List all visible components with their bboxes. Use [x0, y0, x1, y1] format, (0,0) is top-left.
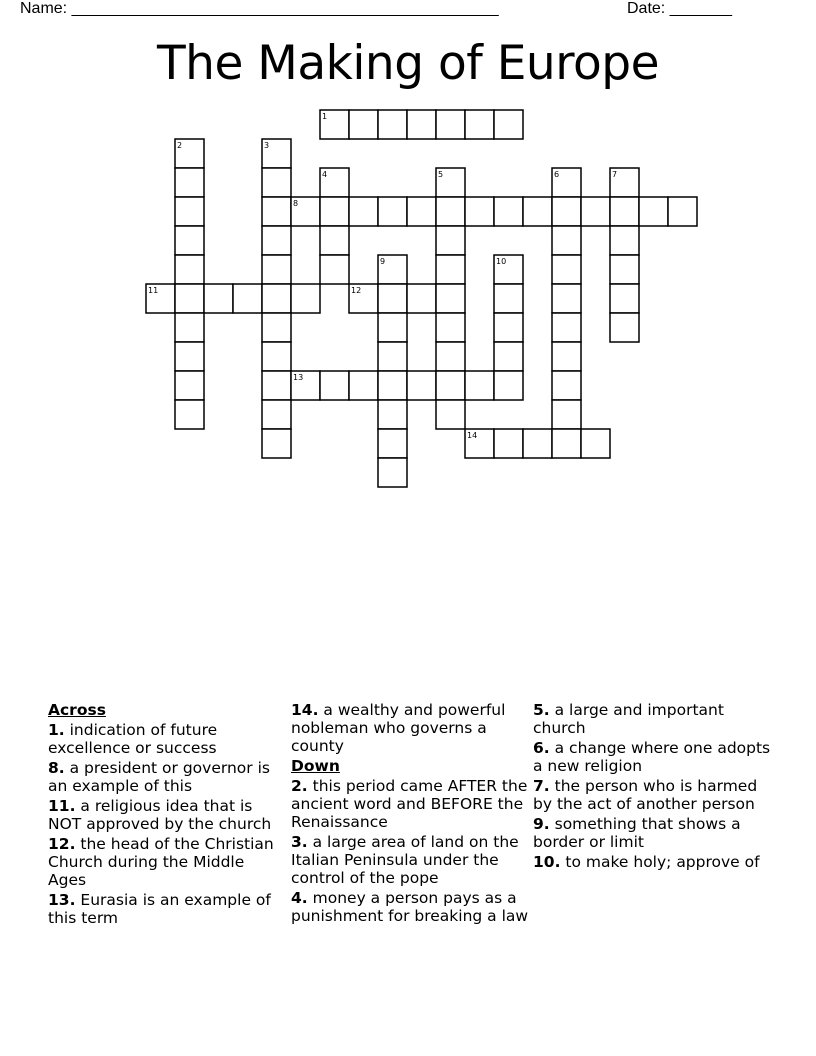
crossword-cell[interactable] [465, 197, 494, 226]
crossword-cell[interactable] [436, 284, 465, 313]
crossword-cell[interactable] [378, 197, 407, 226]
across-clue [48, 759, 286, 795]
crossword-cell[interactable] [494, 197, 523, 226]
crossword-cell[interactable] [407, 284, 436, 313]
crossword-cell[interactable] [581, 429, 610, 458]
crossword-cell[interactable] [262, 168, 291, 197]
cell-number: 2 [177, 141, 183, 150]
crossword-cell[interactable] [175, 197, 204, 226]
clue-number: 7. [533, 777, 550, 795]
down-clue [533, 701, 771, 737]
clue-text: a religious idea that is NOT approved by the church [48, 797, 272, 833]
crossword-cell[interactable] [320, 226, 349, 255]
crossword-cell[interactable] [175, 342, 204, 371]
across-heading: Across [48, 701, 106, 719]
clues-column-3 [533, 701, 771, 873]
crossword-cell[interactable] [233, 284, 262, 313]
crossword-cell[interactable] [175, 371, 204, 400]
crossword-cell[interactable] [378, 110, 407, 139]
clue-number: 5. [533, 701, 550, 719]
crossword-cell[interactable] [378, 458, 407, 487]
crossword-cell[interactable] [262, 313, 291, 342]
crossword-cell[interactable] [494, 429, 523, 458]
crossword-cell[interactable] [378, 429, 407, 458]
crossword-cell[interactable] [552, 226, 581, 255]
crossword-cell[interactable] [552, 284, 581, 313]
clue-text: a president or governor is an example of this [48, 759, 270, 795]
crossword-cell[interactable] [610, 284, 639, 313]
crossword-cell[interactable] [436, 110, 465, 139]
crossword-cell[interactable] [552, 400, 581, 429]
crossword-cell[interactable] [436, 313, 465, 342]
clue-number: 4. [291, 889, 308, 907]
cell-number: 9 [380, 257, 386, 266]
clue-text: a wealthy and powerful nobleman who governs a county [291, 701, 506, 755]
clue-text: a large and important church [533, 701, 724, 737]
crossword-cell[interactable] [262, 429, 291, 458]
clues-column-2 [291, 701, 529, 927]
crossword-cell[interactable] [523, 197, 552, 226]
clue-number: 6. [533, 739, 550, 757]
crossword-cell[interactable] [378, 371, 407, 400]
crossword-cell[interactable] [436, 342, 465, 371]
down-clue [533, 739, 771, 775]
crossword-cell[interactable] [610, 313, 639, 342]
crossword-cell[interactable] [523, 429, 552, 458]
down-clue [533, 777, 771, 813]
crossword-cell[interactable] [436, 197, 465, 226]
across-clue [48, 721, 286, 757]
crossword-cell[interactable] [494, 313, 523, 342]
crossword-cell[interactable] [262, 371, 291, 400]
crossword-cell[interactable] [552, 429, 581, 458]
crossword-cell[interactable] [378, 400, 407, 429]
clue-text: indication of future excellence or success [48, 721, 218, 757]
page-title: The Making of Europe [156, 36, 660, 91]
clue-number: 2. [291, 777, 308, 795]
crossword-cell[interactable] [494, 342, 523, 371]
cell-number: 5 [438, 170, 444, 179]
clue-number: 9. [533, 815, 550, 833]
crossword-cell[interactable] [378, 284, 407, 313]
cell-number: 6 [554, 170, 560, 179]
clue-text: to make holy; approve of [565, 853, 760, 871]
cell-number: 14 [467, 431, 478, 440]
cell-number: 11 [148, 286, 159, 295]
crossword-cell[interactable] [204, 284, 233, 313]
crossword-cell[interactable] [349, 371, 378, 400]
crossword-cell[interactable] [262, 400, 291, 429]
clue-number: 13. [48, 891, 76, 909]
down-heading: Down [291, 757, 340, 775]
cell-number: 12 [351, 286, 362, 295]
across-clue [48, 891, 286, 927]
crossword-cell[interactable] [175, 168, 204, 197]
clues-column-1 [48, 701, 286, 929]
crossword-cell[interactable] [552, 371, 581, 400]
across-clue [48, 835, 286, 889]
crossword-cell[interactable] [610, 226, 639, 255]
clue-number: 3. [291, 833, 308, 851]
across-clue [291, 701, 529, 755]
crossword-cell[interactable] [349, 197, 378, 226]
crossword-cell[interactable] [465, 110, 494, 139]
crossword-cell[interactable] [175, 400, 204, 429]
crossword-cell[interactable] [436, 255, 465, 284]
crossword-cell[interactable] [552, 313, 581, 342]
crossword-cell[interactable] [175, 313, 204, 342]
cell-number: 8 [293, 199, 299, 208]
crossword-cell[interactable] [552, 342, 581, 371]
crossword-cell[interactable] [494, 284, 523, 313]
crossword-cell[interactable] [668, 197, 697, 226]
crossword-cell[interactable] [465, 371, 494, 400]
crossword-cell[interactable] [320, 197, 349, 226]
crossword-cell[interactable] [639, 197, 668, 226]
crossword-cell[interactable] [349, 110, 378, 139]
crossword-cell[interactable] [262, 226, 291, 255]
cell-number: 7 [612, 170, 618, 179]
cell-number: 10 [496, 257, 507, 266]
cell-number: 4 [322, 170, 328, 179]
clue-text: the head of the Christian Church during the Middle Ages [48, 835, 274, 889]
down-clue [291, 777, 529, 831]
crossword-cell[interactable] [610, 197, 639, 226]
clue-text: Eurasia is an example of this term [48, 891, 271, 927]
crossword-cell[interactable] [320, 371, 349, 400]
clue-number: 8. [48, 759, 65, 777]
down-clue [291, 833, 529, 887]
crossword-cell[interactable] [407, 371, 436, 400]
down-clue [533, 853, 771, 871]
clue-text: the person who is harmed by the act of another person [533, 777, 758, 813]
name-field-label: Name: ________________________________________________ [20, 0, 499, 17]
down-clue [533, 815, 771, 851]
clue-number: 12. [48, 835, 76, 853]
crossword-cell[interactable] [581, 197, 610, 226]
date-field-label: Date: _______ [627, 0, 732, 17]
crossword-cell[interactable] [552, 255, 581, 284]
crossword-cell[interactable] [262, 284, 291, 313]
crossword-cell[interactable] [262, 255, 291, 284]
cell-number: 1 [322, 112, 328, 121]
down-clue [291, 889, 529, 925]
cell-number: 13 [293, 373, 304, 382]
clue-number: 1. [48, 721, 65, 739]
crossword-cell[interactable] [610, 255, 639, 284]
crossword-cell[interactable] [494, 110, 523, 139]
crossword-cell[interactable] [436, 400, 465, 429]
crossword-cell[interactable] [320, 255, 349, 284]
clue-text: money a person pays as a punishment for breaking a law [291, 889, 529, 925]
cell-number: 3 [264, 141, 270, 150]
clue-number: 11. [48, 797, 76, 815]
crossword-grid [0, 0, 816, 520]
crossword-cell[interactable] [407, 197, 436, 226]
clue-text: this period came AFTER the ancient word and BEFORE the Renaissance [291, 777, 528, 831]
crossword-cell[interactable] [262, 197, 291, 226]
crossword-cell[interactable] [175, 284, 204, 313]
clue-number: 10. [533, 853, 561, 871]
crossword-cell[interactable] [378, 342, 407, 371]
crossword-cell[interactable] [291, 284, 320, 313]
clue-text: a change where one adopts a new religion [533, 739, 771, 775]
crossword-cell[interactable] [175, 226, 204, 255]
crossword-cell[interactable] [175, 255, 204, 284]
crossword-cell[interactable] [436, 226, 465, 255]
across-clue [48, 797, 286, 833]
crossword-cell[interactable] [494, 371, 523, 400]
clue-text: a large area of land on the Italian Peninsula under the control of the pope [291, 833, 519, 887]
crossword-cell[interactable] [407, 110, 436, 139]
crossword-cell[interactable] [436, 371, 465, 400]
clue-number: 14. [291, 701, 319, 719]
crossword-cell[interactable] [378, 313, 407, 342]
clue-text: something that shows a border or limit [533, 815, 741, 851]
crossword-cell[interactable] [552, 197, 581, 226]
crossword-cell[interactable] [262, 342, 291, 371]
